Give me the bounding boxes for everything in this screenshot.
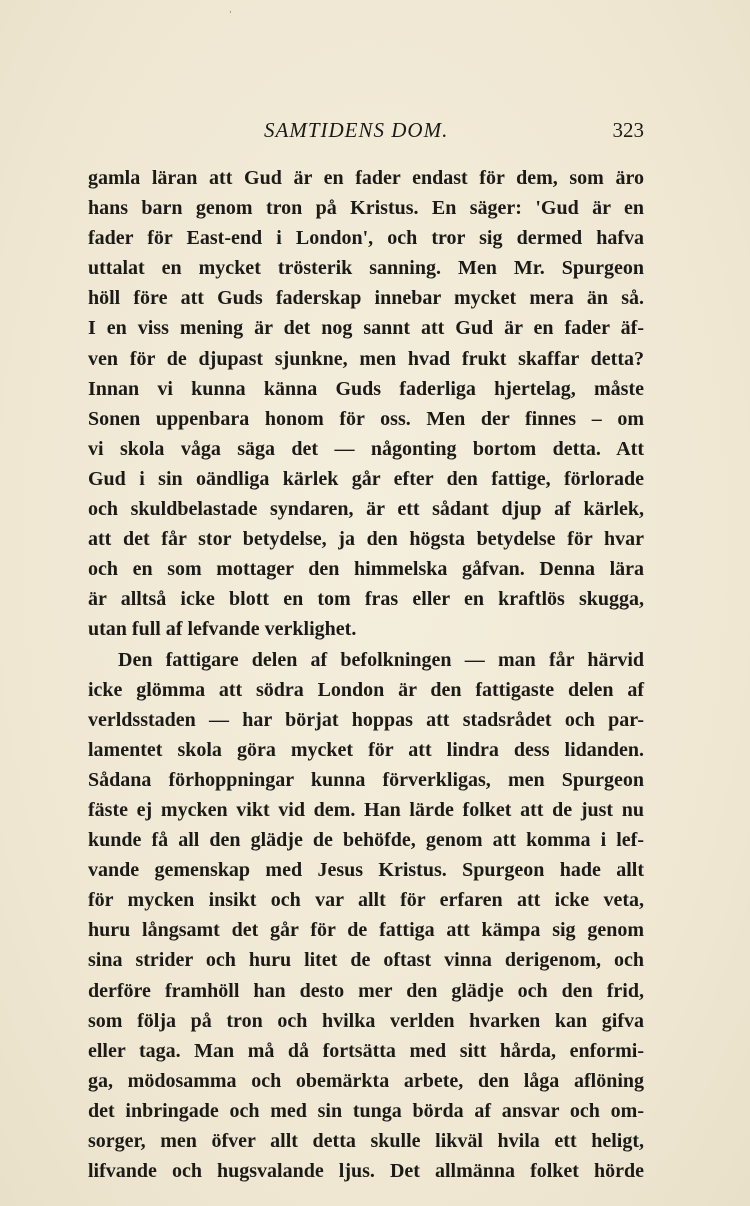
print-mark: ˌ xyxy=(228,0,233,14)
text-line: är alltså icke blott en tom fras eller en kraftlös skugga, xyxy=(88,588,644,611)
text-line: kunde få all den glädje de behöfde, genom att komma i lef- xyxy=(88,829,644,852)
text-line: lifvande och hugsvalande ljus. Det allmänna folket hörde xyxy=(88,1160,644,1183)
text-line: utan full af lefvande verklighet. xyxy=(88,618,357,641)
text-line: vande gemenskap med Jesus Kristus. Spurgeon hade allt xyxy=(88,859,644,882)
text-line: gamla läran att Gud är en fader endast för dem, som äro xyxy=(88,167,644,189)
text-line: uttalat en mycket trösterik sanning. Men Mr. Spurgeon xyxy=(88,257,644,280)
text-line: fader för East-end i London', och tror sig dermed hafva xyxy=(88,227,644,250)
text-line: ven för de djupast sjunkne, men hvad frukt skaffar detta? xyxy=(88,347,644,370)
text-line: fäste ej mycken vikt vid dem. Han lärde folket att de just nu xyxy=(88,798,644,821)
text-line: verldsstaden — har börjat hoppas att stadsrådet och par- xyxy=(88,708,644,731)
text-line: sina strider och huru litet de oftast vinna derigenom, och xyxy=(88,949,644,972)
text-line: derföre framhöll han desto mer den glädje och den frid, xyxy=(88,979,644,1002)
text-line: och skuldbelastade syndaren, är ett sådant djup af kärlek, xyxy=(88,498,644,521)
text-line: Den fattigare delen af befolkningen — man får härvid xyxy=(118,648,644,671)
text-line: som följa på tron och hvilka verlden hvarken kan gifva xyxy=(88,1009,644,1032)
text-line: att det får stor betydelse, ja den högsta betydelse för hvar xyxy=(88,528,644,551)
text-line: Sonen uppenbara honom för oss. Men der finnes – om xyxy=(88,407,644,430)
text-line: hans barn genom tron på Kristus. En säger: 'Gud är en xyxy=(88,197,644,220)
text-line: ga, mödosamma och obemärkta arbete, den låga aflöning xyxy=(88,1069,644,1092)
text-line: vi skola våga säga det — någonting bortom detta. Att xyxy=(88,437,644,460)
text-line: det inbringade och med sin tunga börda af ansvar och om- xyxy=(88,1099,644,1122)
text-line: och en som mottager den himmelska gåfvan. Denna lära xyxy=(88,558,644,581)
text-line: höll före att Guds faderskap innebar mycket mera än så. xyxy=(88,287,644,310)
page-number: 323 xyxy=(612,118,644,142)
text-line: icke glömma att södra London är den fattigaste delen af xyxy=(88,678,644,701)
text-line: huru långsamt det går för de fattiga att kämpa sig genom xyxy=(88,919,644,942)
body-text xyxy=(88,163,644,1186)
page-header xyxy=(88,118,644,148)
text-line: Innan vi kunna känna Guds faderliga hjertelag, måste xyxy=(88,377,644,400)
text-line: lamentet skola göra mycket för att lindra dess lidanden. xyxy=(88,738,644,761)
text-line: Sådana förhoppningar kunna förverkligas, men Spurgeon xyxy=(88,768,644,791)
text-line: eller taga. Man må då fortsätta med sitt hårda, enformi- xyxy=(88,1039,644,1062)
text-line: Gud i sin oändliga kärlek går efter den fattige, förlorade xyxy=(88,467,644,490)
running-head: SAMTIDENS DOM. xyxy=(264,118,449,142)
text-line: I en viss mening är det nog sannt att Gud är en fader äf- xyxy=(88,317,644,340)
text-line: för mycken insikt och var allt för erfaren att icke veta, xyxy=(88,889,644,912)
text-line: sorger, men öfver allt detta skulle likväl hvila ett heligt, xyxy=(88,1130,644,1152)
